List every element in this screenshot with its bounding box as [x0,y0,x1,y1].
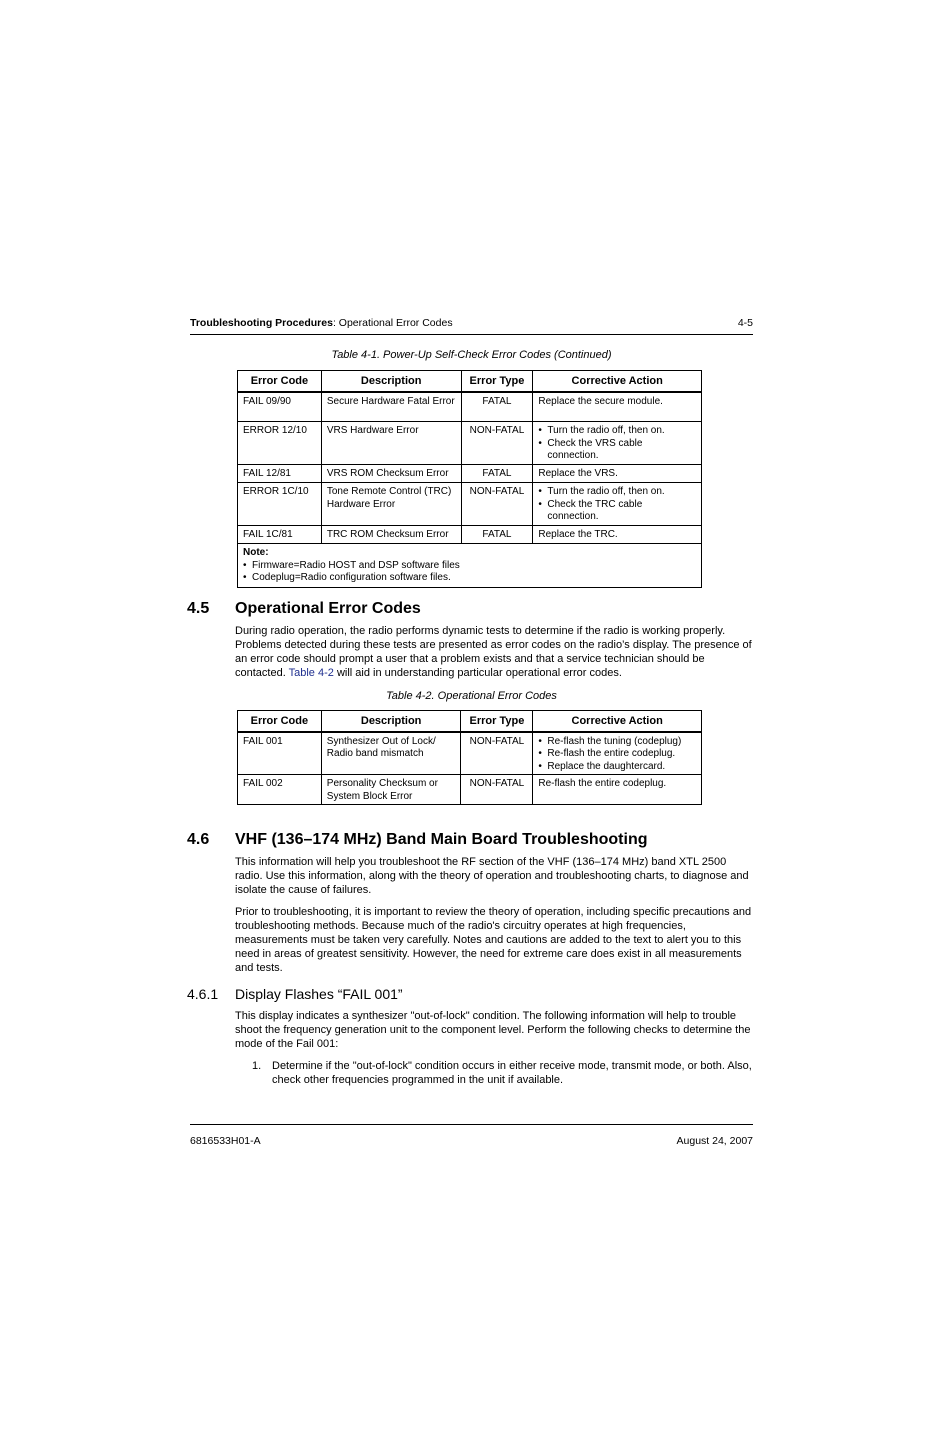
error-type-cell: NON-FATAL [461,732,533,775]
table-row [238,422,702,465]
paragraph-text: During radio operation, the radio performs dynamic tests to determine if the radio is working properly. Problems detected during these tests are presented as error codes on the radio’s display. The presence of an error code should prompt a user that a problem exists and that a service technician should be contacted. [235,625,752,679]
error-code-cell: FAIL 002 [238,775,322,805]
corrective-action-cell [533,483,702,526]
table-row [238,732,702,775]
subsection-heading-4-6-1 [187,985,403,1003]
table-4-2 [237,710,702,805]
column-header: Error Code [238,711,322,732]
description-cell: VRS Hardware Error [321,422,461,465]
note-title: Note: [243,547,269,558]
table-row [238,392,702,422]
column-header: Description [321,371,461,392]
running-header [190,316,753,330]
description-cell: Personality Checksum or System Block Error [321,775,461,805]
section-title: Operational Error Codes [235,600,421,617]
column-header: Error Code [238,371,322,392]
description-cell: TRC ROM Checksum Error [321,526,461,544]
header-section-bold: Troubleshooting Procedures [190,317,333,329]
section-number: 4.6 [187,831,210,848]
footer-rule [190,1124,753,1125]
paragraph-text: will aid in understanding particular operational error codes. [333,667,622,679]
section-4-6-1-paragraph: This display indicates a synthesizer "out-of-lock" condition. The following information will help to trouble shoot the frequency generation unit to the component level. Perform the following checks to determine the mode of the Fail 001: [235,1010,751,1050]
column-header: Corrective Action [533,711,702,732]
column-header: Error Type [461,711,533,732]
list-item-text: Determine if the "out-of-lock" condition occurs in either receive mode, transmit mode, or both. Also, check other frequencies programmed in the unit if available. [272,1060,752,1086]
table-row [238,465,702,483]
section-4-6-paragraph-2: Prior to troubleshooting, it is important to review the theory of operation, including specific precautions and troubleshooting methods. Because much of the radio's circuitry operates at high frequencies, measurements must be taken very carefully. Notes and cautions are added to the text to alert you to this need in areas of greatest sensitivity. However, the need for extreme care does exist in all measurements and tests. [235,906,752,974]
table-4-2-caption: Table 4-2. Operational Error Codes [386,690,557,702]
error-code-cell: ERROR 1C/10 [238,483,322,526]
subsection-number: 4.6.1 [187,986,219,1002]
table-row [238,526,702,544]
corrective-action-cell [533,422,702,465]
column-header: Corrective Action [533,371,702,392]
error-code-cell: FAIL 1C/81 [238,526,322,544]
error-type-cell: FATAL [461,465,533,483]
error-code-cell: FAIL 001 [238,732,322,775]
corrective-action-cell: Replace the secure module. [533,392,702,422]
column-header: Description [321,711,461,732]
error-code-cell: FAIL 12/81 [238,465,322,483]
section-4-6-paragraph-1: This information will help you troubleshoot the RF section of the VHF (136–174 MHz) band XTL 2500 radio. Use this information, along with the theory of operation and troubleshooting charts, to diagnose and isolate the cause of failures. [235,856,749,896]
description-cell: VRS ROM Checksum Error [321,465,461,483]
document-number: 6816533H01-A [190,1135,261,1147]
table-note [238,544,702,588]
table-4-1 [237,370,702,588]
header-rule [190,334,753,335]
description-cell: Secure Hardware Fatal Error [321,392,461,422]
action-item: • Turn the radio off, then on. [538,425,696,438]
error-type-cell: FATAL [461,392,533,422]
list-item [252,1059,753,1087]
table-row [238,483,702,526]
description-cell: Tone Remote Control (TRC) Hardware Error [321,483,461,526]
error-type-cell: NON-FATAL [461,775,533,805]
publication-date: August 24, 2007 [676,1135,753,1147]
action-item: • Replace the daughtercard. [538,761,696,774]
description-cell: Synthesizer Out of Lock/ Radio band mismatch [321,732,461,775]
action-item: • Check the VRS cable connection. [538,438,696,463]
table-note-row [238,544,702,588]
error-code-cell: ERROR 12/10 [238,422,322,465]
section-title: VHF (136–174 MHz) Band Main Board Troubleshooting [235,831,648,848]
note-item: • Codeplug=Radio configuration software files. [243,572,696,585]
action-item: • Turn the radio off, then on. [538,486,696,499]
section-4-5-paragraph [235,624,753,680]
note-item: • Firmware=Radio HOST and DSP software files [243,560,696,573]
page-number: 4-5 [737,317,753,329]
table-header-row [238,371,702,392]
error-code-cell: FAIL 09/90 [238,392,322,422]
corrective-action-cell: Replace the VRS. [533,465,702,483]
corrective-action-cell: Re-flash the entire codeplug. [533,775,702,805]
error-type-cell: NON-FATAL [461,422,533,465]
action-item: • Re-flash the entire codeplug. [538,748,696,761]
column-header: Error Type [461,371,533,392]
running-footer [190,1134,753,1148]
corrective-action-cell [533,732,702,775]
action-item: • Check the TRC cable connection. [538,499,696,524]
subsection-title: Display Flashes “FAIL 001” [235,986,403,1002]
section-heading-4-5 [187,599,421,619]
table-4-2-link[interactable]: Table 4-2 [288,667,334,679]
action-item: • Re-flash the tuning (codeplug) [538,736,696,749]
error-type-cell: FATAL [461,526,533,544]
error-type-cell: NON-FATAL [461,483,533,526]
table-header-row [238,711,702,732]
table-row [238,775,702,805]
section-number: 4.5 [187,600,210,617]
header-section-title: : Operational Error Codes [332,317,453,329]
list-item-number: 1. [252,1060,262,1072]
section-heading-4-6 [187,830,648,850]
table-4-1-caption: Table 4-1. Power-Up Self-Check Error Codes (Continued) [331,349,612,361]
corrective-action-cell: Replace the TRC. [533,526,702,544]
